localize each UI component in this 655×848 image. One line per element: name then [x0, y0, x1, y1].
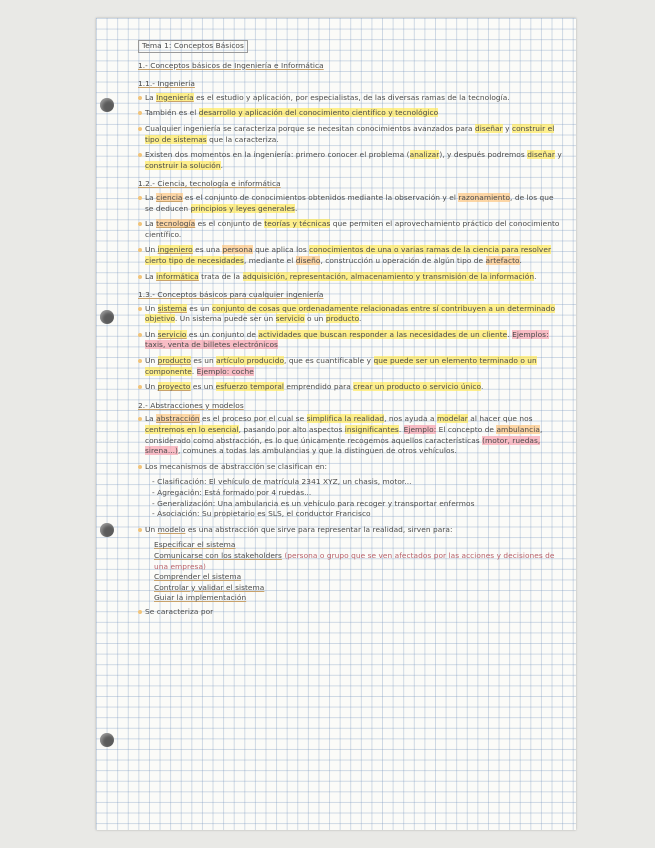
punch-hole-icon: [100, 98, 114, 112]
bullet-proyecto: Un proyecto es un esfuerzo temporal emprendido para crear un producto o servicio único.: [138, 382, 563, 393]
bullet-icon: [138, 333, 142, 337]
bullet-ingeniero: Un ingeniero es una persona que aplica los conocimientos de una o varias ramas de la ciencia para resolver cierto tipo de necesidades, mediante el diseño, construcción u operación de algún tipo de artefacto.: [138, 245, 563, 266]
stakeholders-note: (persona o grupo que se ven afectados por las acciones y decisiones de una empresa): [154, 550, 555, 571]
section-1-heading: 1.- Conceptos básicos de Ingeniería e Informática: [138, 60, 324, 70]
notes-content: [138, 40, 563, 623]
page-title: Tema 1: Conceptos Básicos: [138, 40, 563, 53]
bullet-sistema: Un sistema es un conjunto de cosas que ordenadamente relacionadas entre sí contribuyen a un determinado objetivo. Un sistema puede ser un servicio o un producto.: [138, 304, 563, 325]
punch-hole-icon: [100, 310, 114, 324]
subsection-1-1-heading: 1.1.- Ingeniería: [138, 79, 195, 89]
bullet-servicio: Un servicio es un conjunto de actividades que buscan responder a las necesidades de un cliente. Ejemplos: taxis, venta de billetes electrónicos: [138, 330, 563, 351]
bullet-producto: Un producto es un artículo producido, que es cuantificable y que puede ser un elemento terminado o un componente. Ejemplo: coche: [138, 356, 563, 377]
bullet-icon: [138, 275, 142, 279]
bullet-abstraccion: La abstracción es el proceso por el cual se simplifica la realidad, nos ayuda a modelar al hacer que nos centremos en lo esencial, pasando por alto aspectos insignificantes. Ejemplo: El concepto de ambulancia, considerado como abstracción, es lo que únicamente recogemos aquellos características (motor, ruedas, sirena...), comunes a todas las ambulancias y que la distinguen de otros vehículos.: [138, 414, 563, 456]
bullet-icon: [138, 465, 142, 469]
subsection-1-3-heading: 1.3.- Conceptos básicos para cualquier ingeniería: [138, 290, 324, 300]
bullet-icon: [138, 153, 142, 157]
section-2-heading: 2.- Abstracciones y modelos: [138, 400, 244, 410]
list-item: - Asociación: Su propietario es SLS, el conductor Francisco: [152, 509, 371, 519]
list-item: - Generalización: Una ambulancia es un vehículo para recoger y transportar enfermos: [152, 498, 475, 508]
bullet-modelo: Un modelo es una abstracción que sirve para representar la realidad, sirven para:: [138, 525, 563, 536]
bullet-mecanismos: Los mecanismos de abstracción se clasifican en:: [138, 462, 563, 473]
list-item: Guiar la implementación: [154, 593, 247, 603]
list-item: Comunicarse con los stakeholders (persona o grupo que se ven afectados por las acciones y decisiones de una empresa): [154, 550, 555, 571]
punch-hole-icon: [100, 523, 114, 537]
bullet-icon: [138, 248, 142, 252]
bullet-icon: [138, 307, 142, 311]
list-item: Controlar y validar el sistema: [154, 582, 265, 592]
list-item: - Agregación: Está formado por 4 ruedas...: [152, 488, 312, 497]
bullet-caracteriza: Se caracteriza por: [138, 607, 563, 618]
punch-hole-icon: [100, 733, 114, 747]
list-item: Comprender el sistema: [154, 572, 242, 582]
bullet-icon: [138, 222, 142, 226]
bullet-icon: [138, 111, 142, 115]
list-item: Especificar el sistema: [154, 540, 236, 550]
bullet-ciencia: La ciencia es el conjunto de conocimientos obtenidos mediante la observación y el razonamiento, de los que se deducen principios y leyes generales.: [138, 193, 563, 214]
bullet-ingenieria-definition: La Ingeniería es el estudio y aplicación, por especialistas, de las diversas ramas de la tecnología.: [138, 93, 563, 104]
bullet-ingenieria-conocimientos: Cualquier ingeniería se caracteriza porque se necesitan conocimientos avanzados para diseñar y construir el tipo de sistemas que la caracteriza.: [138, 124, 563, 145]
bullet-ingenieria-momentos: Existen dos momentos en la ingeniería: primero conocer el problema (analizar), y después podremos diseñar y construir la solución.: [138, 150, 563, 171]
bullet-ingenieria-desarrollo: También es el desarrollo y aplicación del conocimiento científico y tecnológico: [138, 108, 563, 119]
modelo-uses-list: [138, 540, 563, 604]
bullet-icon: [138, 385, 142, 389]
bullet-icon: [138, 196, 142, 200]
bullet-icon: [138, 127, 142, 131]
bullet-icon: [138, 610, 142, 614]
bullet-icon: [138, 528, 142, 532]
notebook-page: [96, 18, 576, 830]
bullet-icon: [138, 417, 142, 421]
bullet-icon: [138, 96, 142, 100]
bullet-tecnologia: La tecnología es el conjunto de teorías y técnicas que permiten el aprovechamiento práctico del conocimiento científico.: [138, 219, 563, 240]
list-item: - Clasificación: El vehículo de matrícula 2341 XYZ, un chasis, motor...: [152, 477, 412, 487]
subsection-1-2-heading: 1.2.- Ciencia, tecnología e informática: [138, 179, 281, 189]
bullet-informatica: La informática trata de la adquisición, representación, almacenamiento y transmisión de la información.: [138, 272, 563, 283]
mecanismos-list: [138, 477, 563, 519]
bullet-icon: [138, 359, 142, 363]
